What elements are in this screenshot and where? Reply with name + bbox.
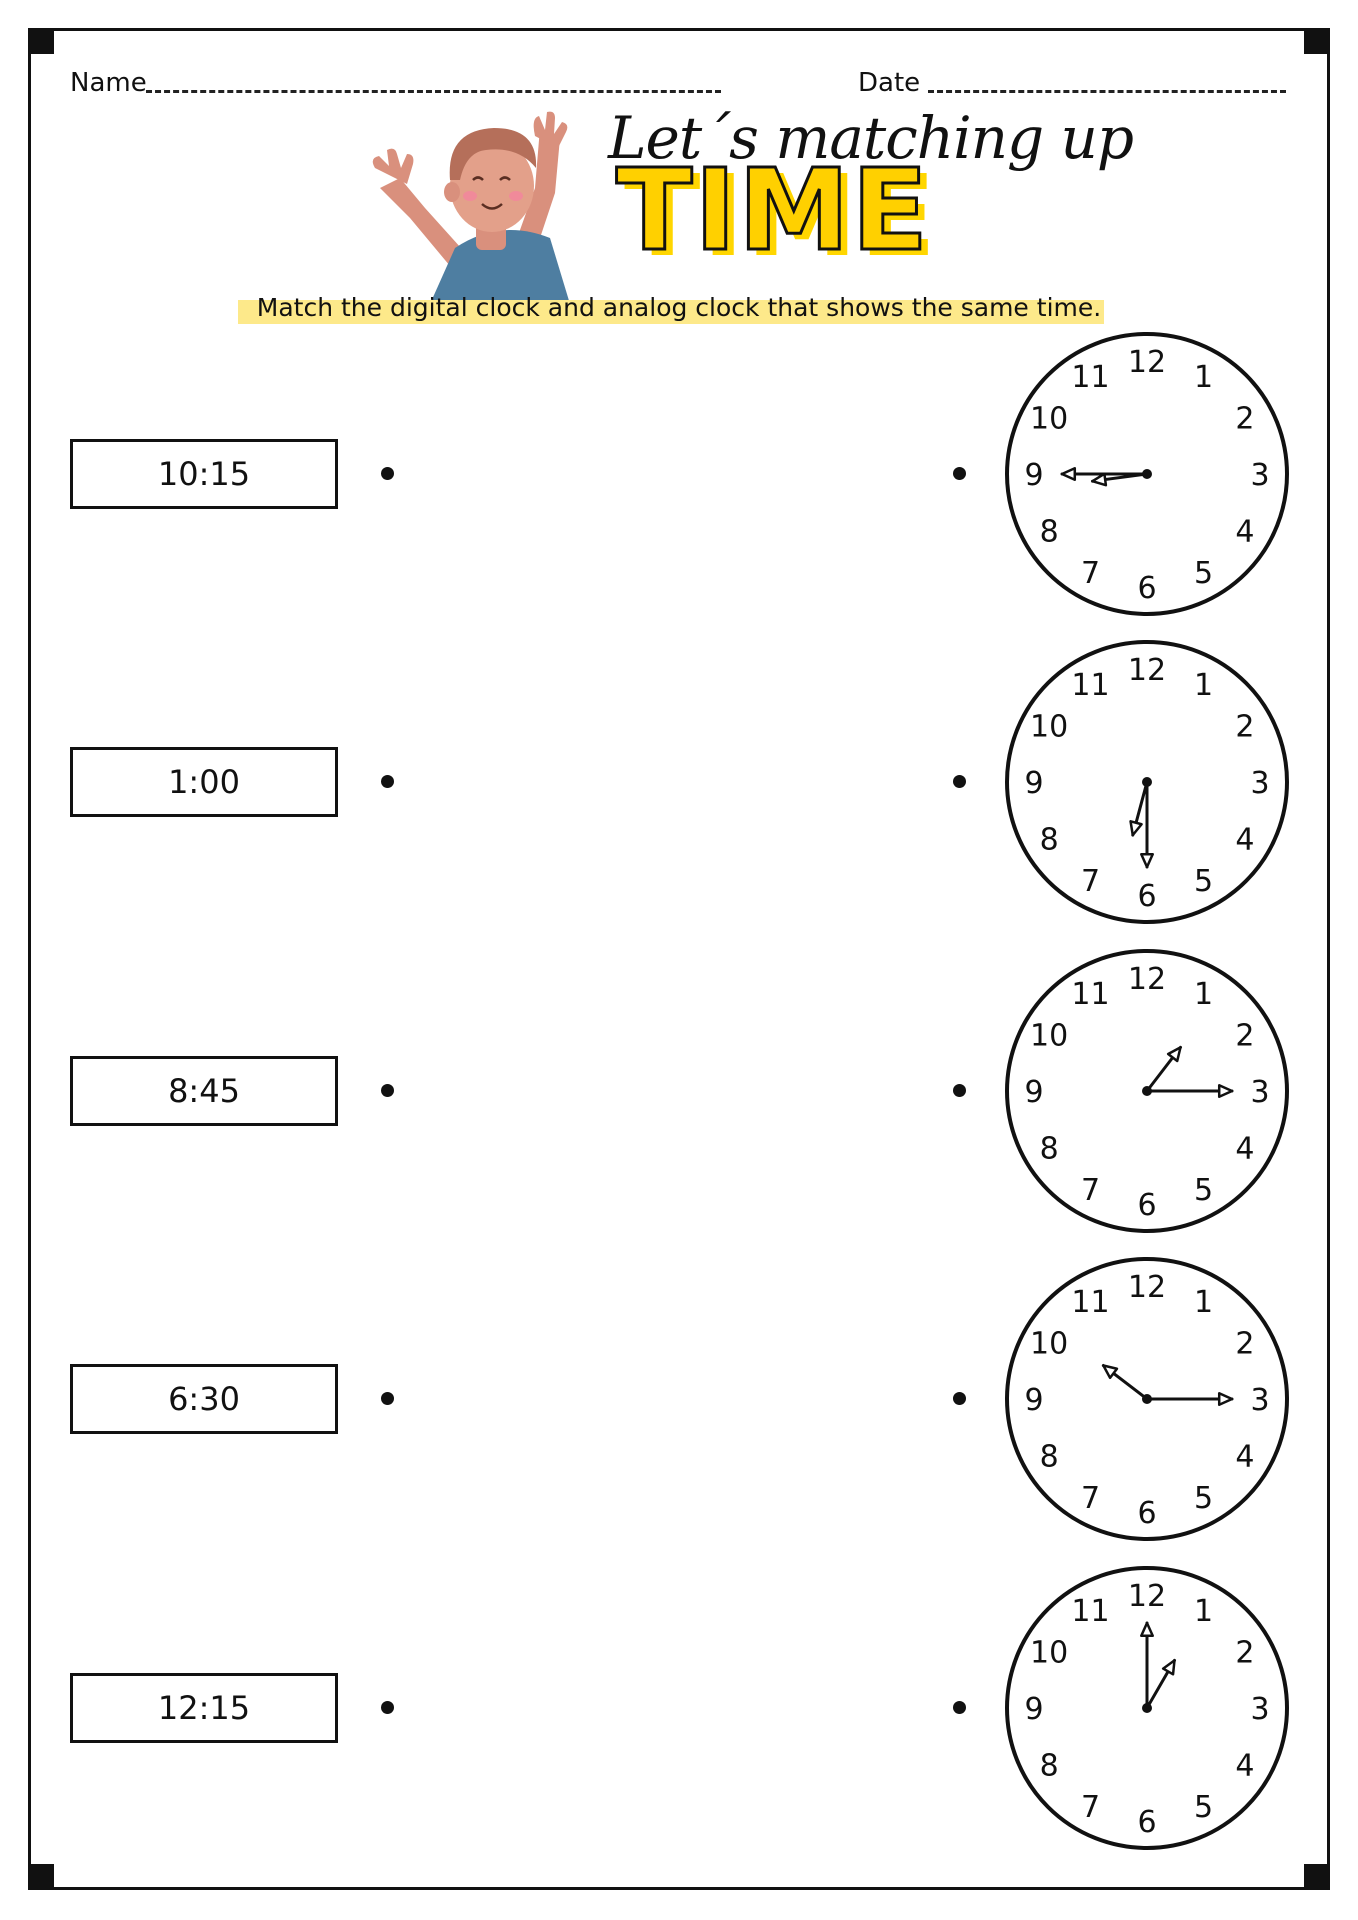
instruction-text: Match the digital clock and analog clock that shows the same time.: [256, 293, 1102, 322]
clock-number: 5: [1193, 863, 1214, 899]
clock-number: 1: [1193, 1285, 1214, 1321]
clock-number: 3: [1250, 1383, 1270, 1418]
title-main: TIME: [616, 146, 931, 276]
clock-number: 11: [1071, 360, 1110, 396]
clock-center: [1142, 469, 1152, 479]
clock-number: 7: [1080, 863, 1101, 899]
digital-time-box: 12:15: [70, 1673, 338, 1743]
clock-center: [1142, 777, 1152, 787]
clock-number: 4: [1235, 1439, 1255, 1475]
clock-number: 10: [1030, 401, 1069, 437]
clock-number: 6: [1137, 1188, 1157, 1223]
corner-mark-top-left: [28, 28, 54, 54]
corner-mark-bottom-right: [1304, 1864, 1330, 1890]
name-label: Name: [70, 68, 147, 98]
clock-number: 10: [1030, 1326, 1069, 1362]
clock-number: 6: [1137, 571, 1157, 606]
clock-number: 12: [1127, 653, 1167, 688]
clock-number: 3: [1250, 1692, 1270, 1727]
clock-number: 2: [1235, 1635, 1255, 1671]
analog-clock: [1002, 1563, 1292, 1853]
left-match-dot[interactable]: [381, 467, 394, 480]
clock-center: [1142, 1703, 1152, 1713]
clock-number: 9: [1024, 766, 1044, 801]
right-match-dot[interactable]: [953, 1392, 966, 1405]
left-match-dot[interactable]: [381, 775, 394, 788]
clock-number: 12: [1127, 962, 1167, 997]
clock-number: 4: [1235, 514, 1255, 550]
clock-number: 4: [1235, 1748, 1255, 1784]
digital-time-box: 1:00: [70, 747, 338, 817]
left-match-dot[interactable]: [381, 1392, 394, 1405]
clock-number: 11: [1071, 1594, 1110, 1630]
clock-number: 9: [1024, 1075, 1044, 1110]
clock-number: 2: [1235, 1326, 1255, 1362]
clock-number: 12: [1127, 345, 1167, 380]
clock-number: 12: [1127, 1579, 1167, 1614]
clock-number: 9: [1024, 458, 1044, 493]
clock-number: 5: [1193, 1789, 1214, 1825]
clock-number: 8: [1039, 1748, 1059, 1784]
digital-time-box: 6:30: [70, 1364, 338, 1434]
title-script: Let´s matching up: [608, 104, 1134, 172]
date-label: Date: [858, 68, 921, 98]
clock-number: 10: [1030, 709, 1069, 745]
analog-clock: [1002, 329, 1292, 619]
clock-number: 5: [1193, 555, 1214, 591]
clock-number: 7: [1080, 555, 1101, 591]
clock-number: 11: [1071, 668, 1110, 704]
analog-clock: [1002, 637, 1292, 927]
clock-number: 2: [1235, 709, 1255, 745]
waving-boy-illustration: [370, 108, 610, 304]
clock-number: 5: [1193, 1480, 1214, 1516]
clock-number: 7: [1080, 1172, 1101, 1208]
right-match-dot[interactable]: [953, 1084, 966, 1097]
corner-mark-top-right: [1304, 28, 1330, 54]
clock-number: 4: [1235, 1131, 1255, 1167]
analog-clock: [1002, 946, 1292, 1236]
clock-number: 10: [1030, 1635, 1069, 1671]
clock-number: 11: [1071, 1285, 1110, 1321]
clock-number: 6: [1137, 1496, 1157, 1531]
clock-number: 1: [1193, 977, 1214, 1013]
right-match-dot[interactable]: [953, 467, 966, 480]
digital-time-box: 10:15: [70, 439, 338, 509]
clock-number: 9: [1024, 1383, 1044, 1418]
clock-number: 8: [1039, 822, 1059, 858]
left-match-dot[interactable]: [381, 1701, 394, 1714]
clock-number: 8: [1039, 1131, 1059, 1167]
right-match-dot[interactable]: [953, 1701, 966, 1714]
clock-number: 7: [1080, 1789, 1101, 1825]
analog-clock: [1002, 1254, 1292, 1544]
clock-number: 4: [1235, 822, 1255, 858]
clock-number: 5: [1193, 1172, 1214, 1208]
clock-number: 8: [1039, 1439, 1059, 1475]
clock-number: 1: [1193, 360, 1214, 396]
clock-number: 6: [1137, 1805, 1157, 1840]
clock-number: 3: [1250, 766, 1270, 801]
clock-center: [1142, 1086, 1152, 1096]
clock-number: 2: [1235, 401, 1255, 437]
corner-mark-bottom-left: [28, 1864, 54, 1890]
clock-number: 11: [1071, 977, 1110, 1013]
clock-number: 12: [1127, 1270, 1167, 1305]
clock-number: 6: [1137, 879, 1157, 914]
clock-number: 2: [1235, 1018, 1255, 1054]
digital-time-box: 8:45: [70, 1056, 338, 1126]
clock-number: 7: [1080, 1480, 1101, 1516]
date-field[interactable]: [928, 90, 1286, 93]
right-match-dot[interactable]: [953, 775, 966, 788]
clock-number: 3: [1250, 458, 1270, 493]
clock-number: 8: [1039, 514, 1059, 550]
name-field[interactable]: [146, 90, 721, 93]
clock-number: 1: [1193, 1594, 1214, 1630]
clock-center: [1142, 1394, 1152, 1404]
left-match-dot[interactable]: [381, 1084, 394, 1097]
clock-number: 9: [1024, 1692, 1044, 1727]
clock-number: 1: [1193, 668, 1214, 704]
clock-number: 3: [1250, 1075, 1270, 1110]
clock-number: 10: [1030, 1018, 1069, 1054]
